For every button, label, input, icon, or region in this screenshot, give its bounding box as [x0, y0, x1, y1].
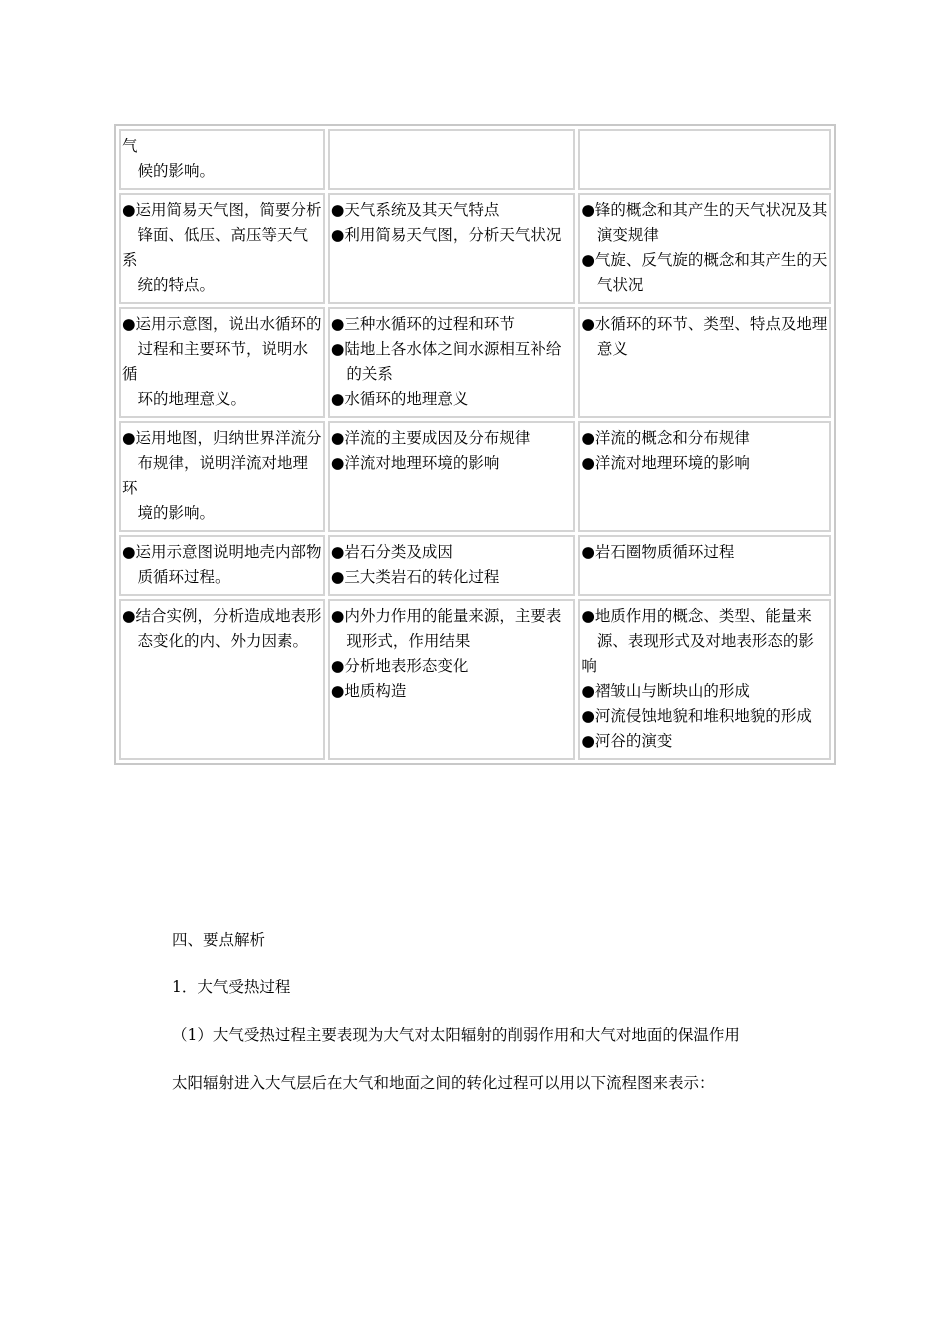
- cell-line: ●地质作用的概念、类型、能量来: [581, 607, 812, 625]
- table-row: [119, 535, 831, 596]
- cell-line: ●运用地图，归纳世界洋流分: [122, 429, 322, 447]
- cell-line: ●洋流对地理环境的影响: [330, 454, 500, 472]
- cell-line: 意义: [581, 340, 628, 358]
- cell-line: ●洋流对地理环境的影响: [581, 454, 750, 472]
- table-row: [119, 307, 831, 418]
- table-cell: [328, 129, 576, 190]
- table-cell: [119, 307, 325, 418]
- table-row: [119, 421, 831, 532]
- table-cell: [578, 129, 831, 190]
- table-cell: [119, 535, 325, 596]
- cell-line: 气: [122, 137, 138, 155]
- paragraph: 太阳辐射进入大气层后在大气和地面之间的转化过程可以用以下流程图来表示：: [172, 1074, 715, 1092]
- cell-line: 气状况: [581, 276, 644, 294]
- table-cell: [119, 193, 325, 304]
- cell-line: ●岩石圈物质循环过程: [581, 543, 735, 561]
- cell-line: ●运用示意图，说出水循环的: [122, 315, 322, 333]
- cell-line: 统的特点。: [122, 276, 216, 294]
- cell-line: 质循环过程。: [122, 568, 231, 586]
- cell-line: ●天气系统及其天气特点: [330, 201, 500, 219]
- table-cell: [578, 599, 831, 760]
- table-row: [119, 129, 831, 190]
- cell-line: ●洋流的概念和分布规律: [581, 429, 750, 447]
- paragraph: （1）大气受热过程主要表现为大气对太阳辐射的削弱作用和大气对地面的保温作用: [172, 1026, 740, 1044]
- cell-line: 境的影响。: [122, 504, 216, 522]
- cell-line: ●利用简易天气图，分析天气状况: [330, 226, 562, 244]
- cell-line: ●水循环的地理意义: [330, 390, 469, 408]
- table-cell: [119, 421, 325, 532]
- table-row: [119, 193, 831, 304]
- cell-line: ●三种水循环的过程和环节: [330, 315, 515, 333]
- cell-line: ●运用示意图说明地壳内部物: [122, 543, 322, 561]
- cell-line: ●锋的概念和其产生的天气状况及其: [581, 201, 828, 219]
- cell-line: ●运用简易天气图，简要分析: [122, 201, 322, 219]
- cell-line: 环的地理意义。: [122, 390, 247, 408]
- cell-line: ●河谷的演变: [581, 732, 673, 750]
- table-cell: [328, 535, 576, 596]
- cell-line: ●陆地上各水体之间水源相互补给: [330, 340, 562, 358]
- curriculum-table: [114, 124, 836, 765]
- table-cell: [328, 421, 576, 532]
- cell-line: ●三大类岩石的转化过程: [330, 568, 500, 586]
- cell-line: 源、表现形式及对地表形态的影响: [581, 632, 814, 675]
- cell-line: 锋面、低压、高压等天气系: [122, 226, 309, 269]
- table-cell: [328, 307, 576, 418]
- cell-line: ●分析地表形态变化: [330, 657, 469, 675]
- cell-line: 态变化的内、外力因素。: [122, 632, 309, 650]
- cell-line: ●气旋、反气旋的概念和其产生的天: [581, 251, 828, 269]
- section-heading: 四、要点解析: [172, 931, 266, 949]
- cell-line: 过程和主要环节，说明水循: [122, 340, 309, 383]
- table-cell: [328, 599, 576, 760]
- cell-line: 的关系: [330, 365, 393, 383]
- cell-line: ●内外力作用的能量来源，主要表: [330, 607, 562, 625]
- table-cell: [119, 599, 325, 760]
- subsection-heading: 1．大气受热过程: [172, 978, 291, 996]
- cell-line: 现形式，作用结果: [330, 632, 471, 650]
- cell-line: 演变规律: [581, 226, 659, 244]
- cell-line: ●结合实例，分析造成地表形: [122, 607, 322, 625]
- cell-line: ●洋流的主要成因及分布规律: [330, 429, 531, 447]
- cell-line: 布规律，说明洋流对地理环: [122, 454, 309, 497]
- table-cell: [578, 535, 831, 596]
- cell-line: ●水循环的环节、类型、特点及地理: [581, 315, 828, 333]
- cell-line: ●褶皱山与断块山的形成: [581, 682, 750, 700]
- table-cell: [578, 307, 831, 418]
- cell-line: ●地质构造: [330, 682, 407, 700]
- cell-line: 候的影响。: [122, 162, 216, 180]
- table-row: [119, 599, 831, 760]
- table-cell: [328, 193, 576, 304]
- table-cell: [578, 193, 831, 304]
- table-cell: [119, 129, 325, 190]
- cell-line: ●河流侵蚀地貌和堆积地貌的形成: [581, 707, 812, 725]
- table-cell: [578, 421, 831, 532]
- cell-line: ●岩石分类及成因: [330, 543, 453, 561]
